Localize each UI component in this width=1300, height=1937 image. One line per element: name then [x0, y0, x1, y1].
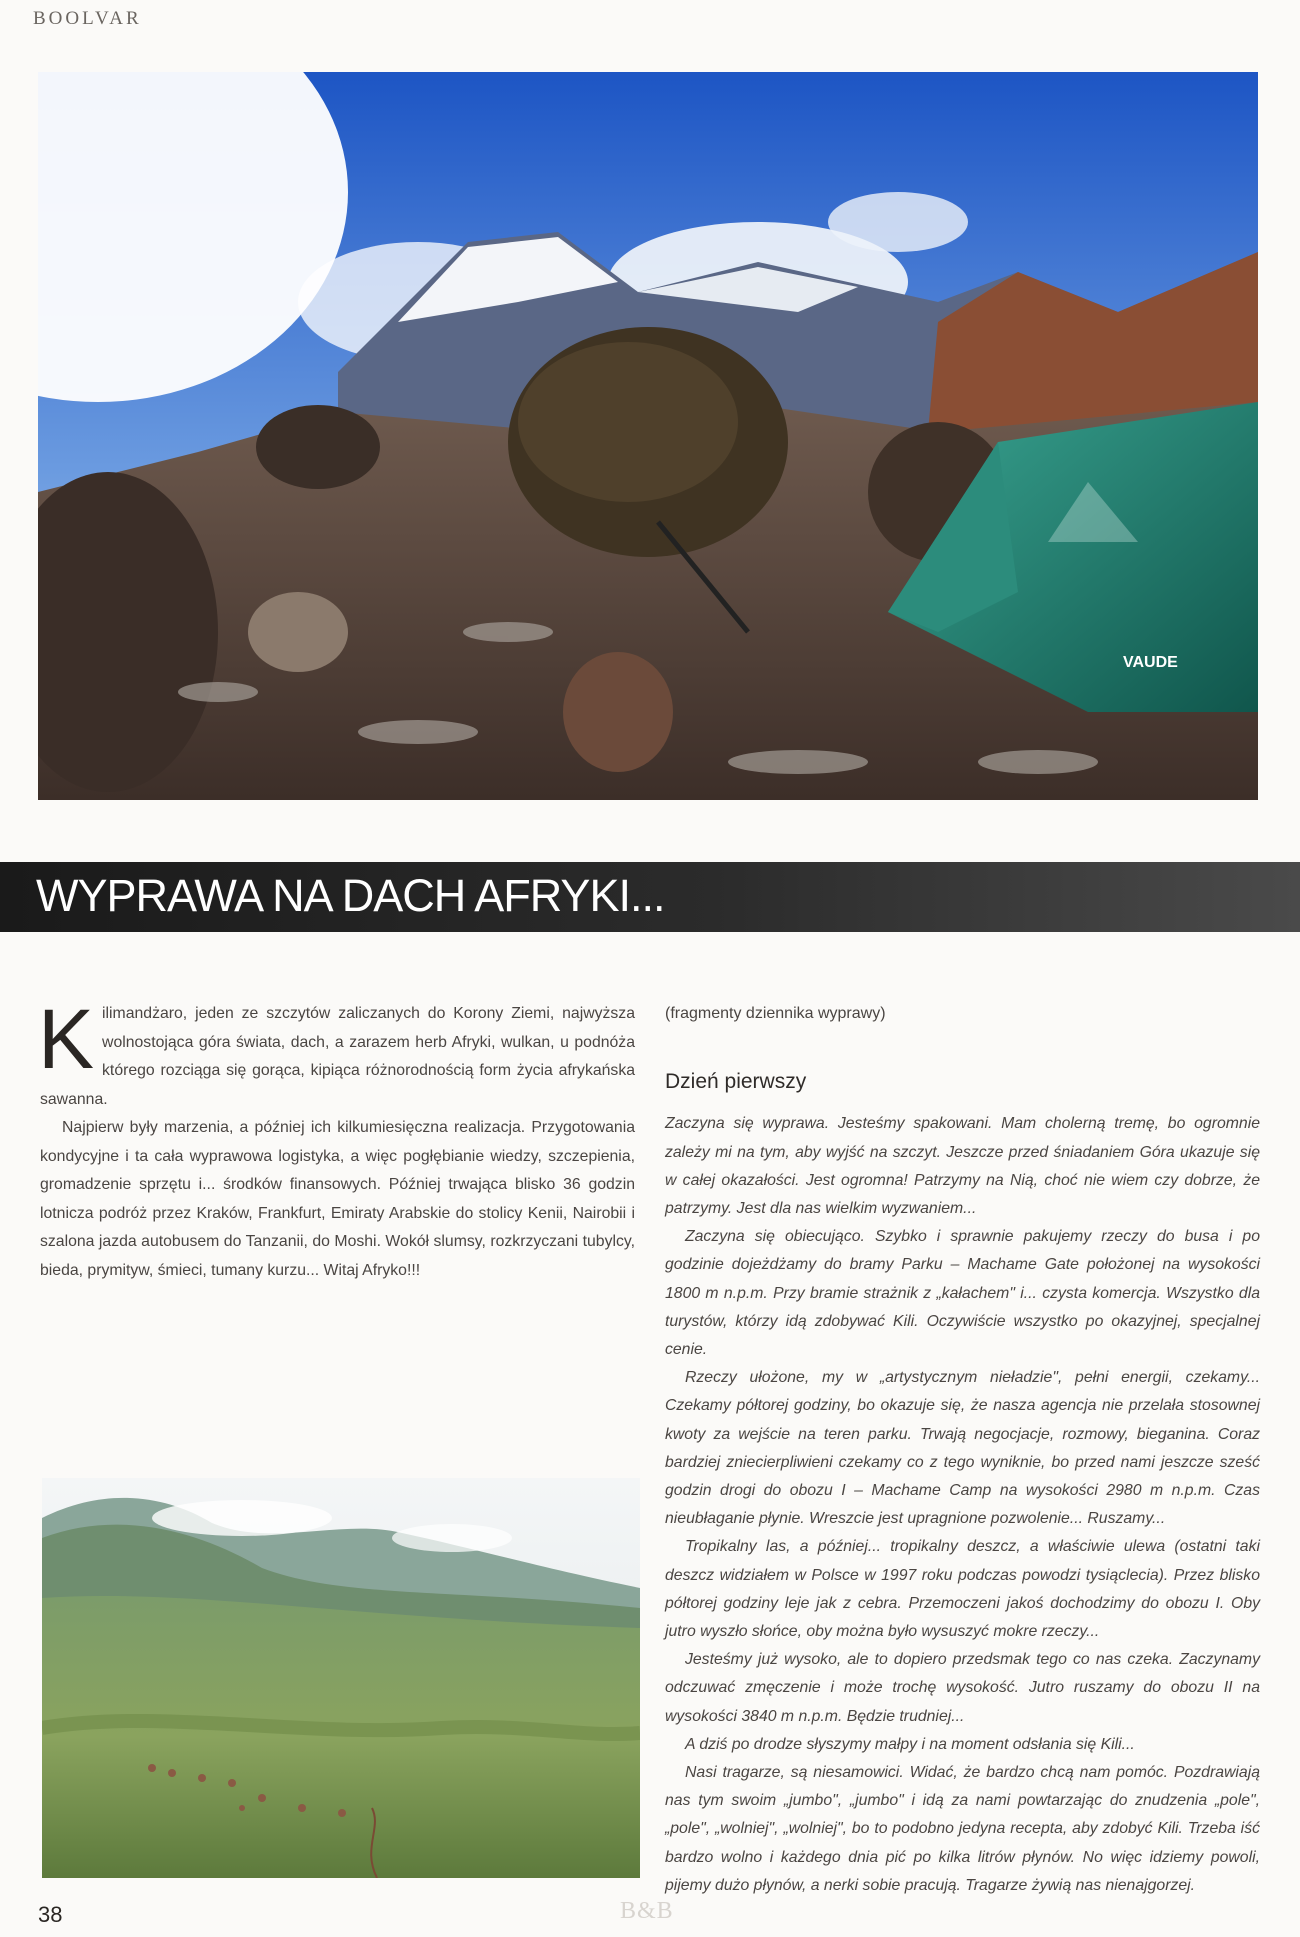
diary-day-heading: Dzień pierwszy [665, 1070, 807, 1094]
title-band [0, 862, 1300, 932]
diary-paragraph: Zaczyna się obiecująco. Szybko i sprawnie pakujemy rzeczy do busa i po godzinie dojeżdżamy do bramy Parku – Machame Gate położonej na wysokości 1800 m n.p.m. Przy bramie strażnik z „kałachem" i... czysta komercja. Wszystko dla turystów, którzy idą zdobywać Kili. Oczywiście wszystko po okazyjnej, specjalnej cenie. [665, 1228, 1260, 1359]
diary-paragraph: Rzeczy ułożone, my w „artystycznym nieładzie", pełni energii, czekamy... Czekamy półtorej godziny, bo okazuje się, że nasza agencja nie przelała stosownej kwoty za wejście na teren parku. Trwają negocjacje, rozmowy, bieganina. Coraz bardziej zniecierpliwieni czekamy co z tego wyniknie, bo przed nami jeszcze sześć godzin drogi do obozu I – Machame Camp na wysokości 2980 m n.p.m. Czas nieubłaganie płynie. Wreszcie jest upragnione pozwolenie... Ruszamy... [665, 1369, 1260, 1528]
intro-paragraph-1: Kilimandżaro, jeden ze szczytów zaliczanych do Korony Ziemi, najwyższa wolnostojąca góra świata, dach, a zarazem herb Afryki, wulkan, u podnóża którego rozciąga się gorąca, kipiąca różnorodnością form życia afrykańska sawanna. [38, 992, 635, 1108]
intro-column [38, 992, 635, 1285]
drop-cap: K [38, 992, 95, 1086]
diary-fragment-note: (fragmenty dziennika wyprawy) [665, 1005, 886, 1022]
diary-paragraph: Zaczyna się wyprawa. Jesteśmy spakowani. Mam cholerną tremę, bo ogromnie zależy mi na tym, aby wyjść na szczyt. Jeszcze przed śniadaniem Góra ukazuje się w całej okazałości. Jest ogromna! Patrzymy na Nią, choć nie wiem czy dobrze, że patrzymy. Jest dla nas wielkim wyzwaniem... [665, 1115, 1260, 1218]
diary-paragraph: Jesteśmy już wysoko, ale to dopiero przedsmak tego co nas czeka. Zaczynamy odczuwać zmęczenie i może trochę wysokość. Jutro ruszamy do obozu II na wysokości 3840 m n.p.m. Będzie trudniej... [665, 1651, 1260, 1725]
diary-paragraph: Tropikalny las, a później... tropikalny deszcz, a właściwie ulewa (ostatni taki deszcz widziałem w Polsce w 1997 roku podczas powodzi tysiąclecia). Przez blisko półtorej godziny leje jak z cebra. Przemoczeni jakoś dochodzimy do obozu I. Oby jutro wyszło słońce, oby można było wysuszyć mokre rzeczy... [665, 1538, 1260, 1641]
savanna-hills-photo [42, 1478, 640, 1878]
diary-paragraph: A dziś po drodze słyszymy małpy i na moment odsłania się Kili... [685, 1735, 1135, 1753]
kilimanjaro-camp-photo [38, 72, 1258, 800]
footer-logo: B&B [620, 1898, 674, 1924]
diary-paragraph: Nasi tragarze, są niesamowici. Widać, że bardzo chcą nam pomóc. Pozdrawiają nas tym swoim „jumbo", „jumbo" i idą za nami powtarzając do znudzenia „pole", „pole", „wolniej", „wolniej", bo to podobno jedyna recepta, aby zdobyć Kili. Trzeba iść bardzo wolno i każdego dnia pić po kilka litrów płynów. No więc idziemy powoli, pijemy dużo płynów, a nerki sobie pracują. Tragarze żywią nas nienajgorzej. [665, 1764, 1260, 1894]
magazine-masthead: BOOLVAR [33, 8, 142, 29]
intro-paragraph-2: Najpierw były marzenia, a później ich kilkumiesięczna realizacja. Przygotowania kondycyjne i ta cała wyprawowa logistyka, a więc pogłębianie wiedzy, szczepienia, gromadzenie sprzętu i... środków finansowych. Później trwająca blisko 36 godzin lotnicza podróż przez Kraków, Frankfurt, Emiraty Arabskie do stolicy Kenii, Nairobii i szalona jazda autobusem do Tanzanii, do Moshi. Wokół slumsy, rozkrzyczani tubylcy, bieda, prymityw, śmieci, tumany kurzu... Witaj Afryko!!! [40, 1119, 635, 1279]
tent-brand-logo: VAUDE [1123, 654, 1178, 671]
article-title: WYPRAWA NA DACH AFRYKI... [36, 870, 665, 921]
page-number: 38 [38, 1902, 63, 1927]
diary-column [665, 1000, 1260, 1900]
